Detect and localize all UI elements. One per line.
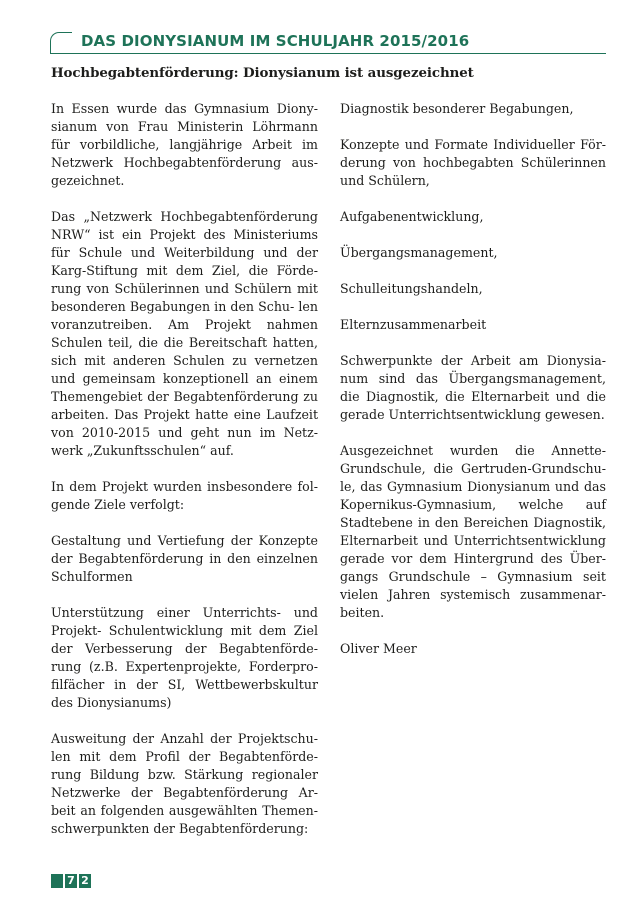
running-header-title: DAS DIONYSIANUM IM SCHULJAHR 2015/2016 (81, 32, 470, 50)
paragraph: Aufgabenentwicklung, (340, 209, 484, 224)
paragraph: Unterstützung einer Unterrichts- und Projekt- Schulentwicklung mit dem Ziel der Verbesserung der Begabtenförde- rung (z.B. Expertenprojekte, Forderpro- filfächer in der SI, Wettbewerbskultur des Dionysianums) (51, 605, 318, 710)
header-rule (50, 53, 606, 54)
article-title: Hochbegabtenförderung: Dionysianum ist ausgezeichnet (51, 65, 474, 81)
page-number-bar (51, 874, 63, 888)
paragraph: In Essen wurde das Gymnasium Diony- sianum von Frau Ministerin Löhrmann für vorbildliche, langjährige Arbeit im Netzwerk Hochbegabtenförderung aus- gezeichnet. (51, 101, 318, 188)
paragraph: Übergangsmanagement, (340, 245, 498, 260)
page-number-digit: 7 (65, 874, 77, 888)
paragraph: Ausweitung der Anzahl der Projektschu- len mit dem Profil der Begabtenförde- rung Bildung bzw. Stärkung regionaler Netzwerke der Begabtenförderung Ar- beit an folgenden ausgewählten Themen- schwerpunkten der Begabtenförderung: (51, 731, 318, 836)
paragraph: Diagnostik besonderer Begabungen, (340, 101, 574, 116)
paragraph: Das „Netzwerk Hochbegabtenförderung NRW“ ist ein Projekt des Ministeriums für Schule und Weiterbildung und der Karg-Stiftung mit dem Ziel, die Förde- rung von Schülerinnen und Schülern mit besonderen Begabungen in den Schu- len voranzutreiben. Am Projekt nahmen Schulen teil, die die Bereitschaft hatten, sich mit anderen Schulen zu vernetzen und gemeinsam konzeptionell an einem Themengebiet der Begabtenförderung zu arbeiten. Das Projekt hatte eine Laufzeit von 2010-2015 und geht nun im Netz- werk „Zukunftsschulen“ auf. (51, 209, 318, 458)
paragraph: Schwerpunkte der Arbeit am Dionysia- num sind das Übergangsmanagement, die Diagnostik, die Elternarbeit und die gerade Unterrichtsentwicklung gewesen. (340, 353, 606, 422)
paragraph: Elternzusammenarbeit (340, 317, 487, 332)
paragraph: Konzepte und Formate Individueller För- derung von hochbegabten Schülerinnen und Schülern, (340, 137, 606, 188)
page-number-digit: 2 (79, 874, 91, 888)
paragraph: Ausgezeichnet wurden die Annette- Grundschule, die Gertruden-Grundschu- le, das Gymnasium Dionysianum und das Kopernikus-Gymnasium, welche auf Stadtebene in den Bereichen Diagnostik, Elternarbeit und Unterrichtsentwicklung gerade vor dem Hintergrund des Über- gangs Grundschule – Gymnasium seit vielen Jahren systemisch zusammenar- beiten. (340, 443, 606, 620)
paragraph: Schulleitungshandeln, (340, 281, 483, 296)
paragraph: In dem Projekt wurden insbesondere fol- gende Ziele verfolgt: (51, 479, 318, 512)
author-signature: Oliver Meer (340, 641, 417, 656)
header-frame-corner (50, 32, 72, 54)
left-column (51, 100, 318, 838)
right-column (340, 100, 606, 658)
paragraph: Gestaltung und Vertiefung der Konzepte der Begabtenförderung in den einzelnen Schulformen (51, 533, 318, 584)
